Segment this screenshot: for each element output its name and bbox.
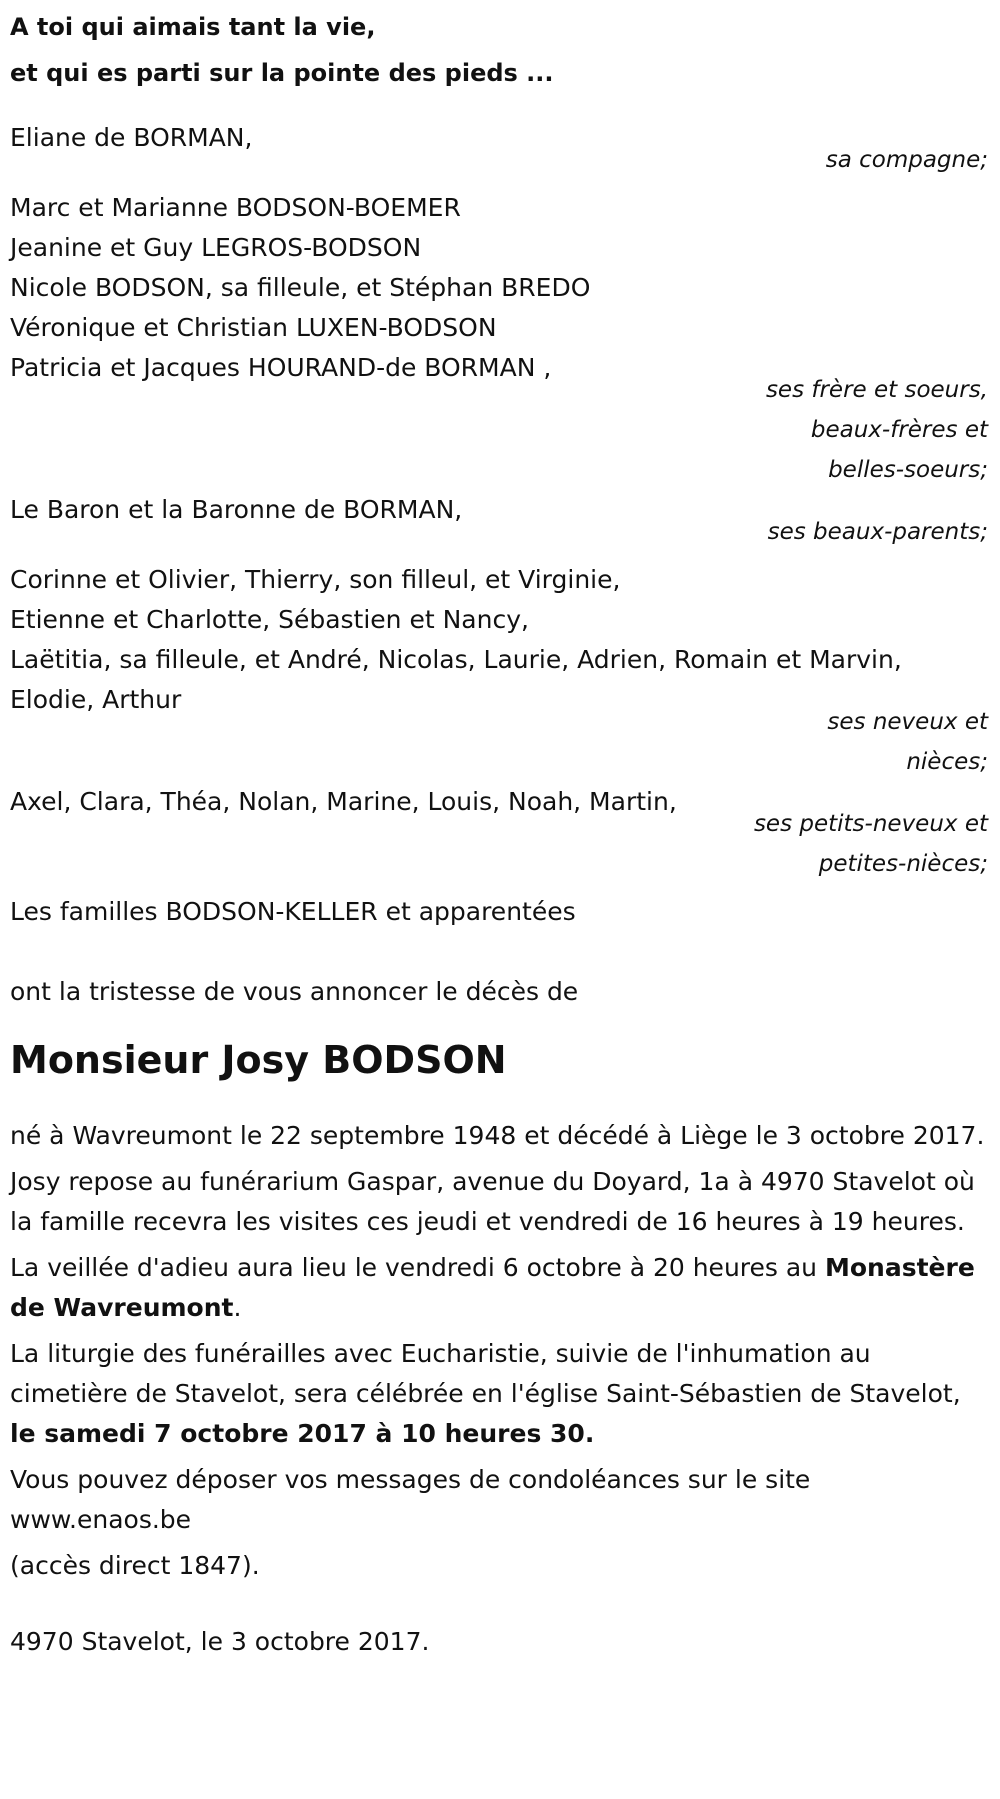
condolences-paragraph: Vous pouvez déposer vos messages de condoléances sur le site www.enaos.be (10, 1465, 811, 1534)
parents-in-law-name: Le Baron et la Baronne de BORMAN, (10, 495, 463, 524)
parents-in-law-block (10, 490, 990, 552)
sibling-line: Marc et Marianne BODSON-BOEMER (10, 193, 461, 222)
partner-role: sa compagne; (825, 147, 988, 173)
place-date: 4970 Stavelot, le 3 octobre 2017. (10, 1627, 430, 1656)
nephew-line: Elodie, Arthur (10, 685, 182, 714)
siblings-role-line: belles-soeurs; (828, 457, 988, 483)
liturgy-datetime: le samedi 7 octobre 2017 à 10 heures 30. (10, 1419, 595, 1448)
siblings-role-line: ses frère et soeurs, (765, 377, 988, 403)
grand-nephews-names: Axel, Clara, Théa, Nolan, Marine, Louis, Noah, Martin, (10, 787, 677, 816)
nephews-role-line: ses neveux et (827, 709, 988, 735)
grand-nephews-block (10, 782, 990, 884)
birth-death-paragraph: né à Wavreumont le 22 septembre 1948 et décédé à Liège le 3 octobre 2017. (10, 1121, 985, 1150)
deceased-name: Monsieur Josy BODSON (10, 1038, 507, 1082)
sibling-line: Véronique et Christian LUXEN-BODSON (10, 313, 497, 342)
grand-nephews-role-line: ses petits-neveux et (753, 811, 988, 837)
families-line: Les familles BODSON-KELLER et apparentées (10, 897, 576, 926)
liturgy-paragraph (10, 1334, 990, 1454)
vigil-place: Monastère de Wavreumont (10, 1253, 975, 1322)
intro-line-2: et qui es parti sur la pointe des pieds ... (10, 59, 554, 87)
intro-verse (10, 4, 990, 96)
partner-block (10, 118, 990, 180)
grand-nephews-role-line: petites-nièces; (818, 851, 988, 877)
announcement: ont la tristesse de vous annoncer le décès de (10, 977, 579, 1006)
nephew-line: Corinne et Olivier, Thierry, son filleul, et Virginie, (10, 565, 621, 594)
repose-paragraph: Josy repose au funérarium Gaspar, avenue du Doyard, 1a à 4970 Stavelot où la famille recevra les visites ces jeudi et vendredi de 16 heures à 19 heures. (10, 1167, 975, 1236)
liturgy-text: La liturgie des funérailles avec Eucharistie, suivie de l'inhumation au cimetière de Stavelot, sera célébrée en l'église Saint-Sébastien de Stavelot, (10, 1339, 961, 1408)
vigil-paragraph (10, 1248, 990, 1328)
parents-in-law-role: ses beaux-parents; (767, 519, 988, 545)
partner-name: Eliane de BORMAN, (10, 123, 253, 152)
vigil-text: La veillée d'adieu aura lieu le vendredi 6 octobre à 20 heures au (10, 1253, 818, 1282)
nephew-line: Laëtitia, sa filleule, et André, Nicolas, Laurie, Adrien, Romain et Marvin, (10, 645, 902, 674)
nephews-block (10, 560, 990, 782)
nephews-role-line: nièces; (906, 749, 988, 775)
nephew-line: Etienne et Charlotte, Sébastien et Nancy, (10, 605, 529, 634)
intro-line-1: A toi qui aimais tant la vie, (10, 13, 376, 41)
obituary-content (10, 0, 990, 1662)
access-paragraph: (accès direct 1847). (10, 1551, 260, 1580)
sibling-line: Jeanine et Guy LEGROS-BODSON (10, 233, 422, 262)
sibling-line: Patricia et Jacques HOURAND-de BORMAN , (10, 353, 552, 382)
siblings-role-line: beaux-frères et (810, 417, 988, 443)
siblings-block (10, 188, 990, 490)
sibling-line: Nicole BODSON, sa filleule, et Stéphan BREDO (10, 273, 591, 302)
vigil-end: . (233, 1293, 242, 1322)
